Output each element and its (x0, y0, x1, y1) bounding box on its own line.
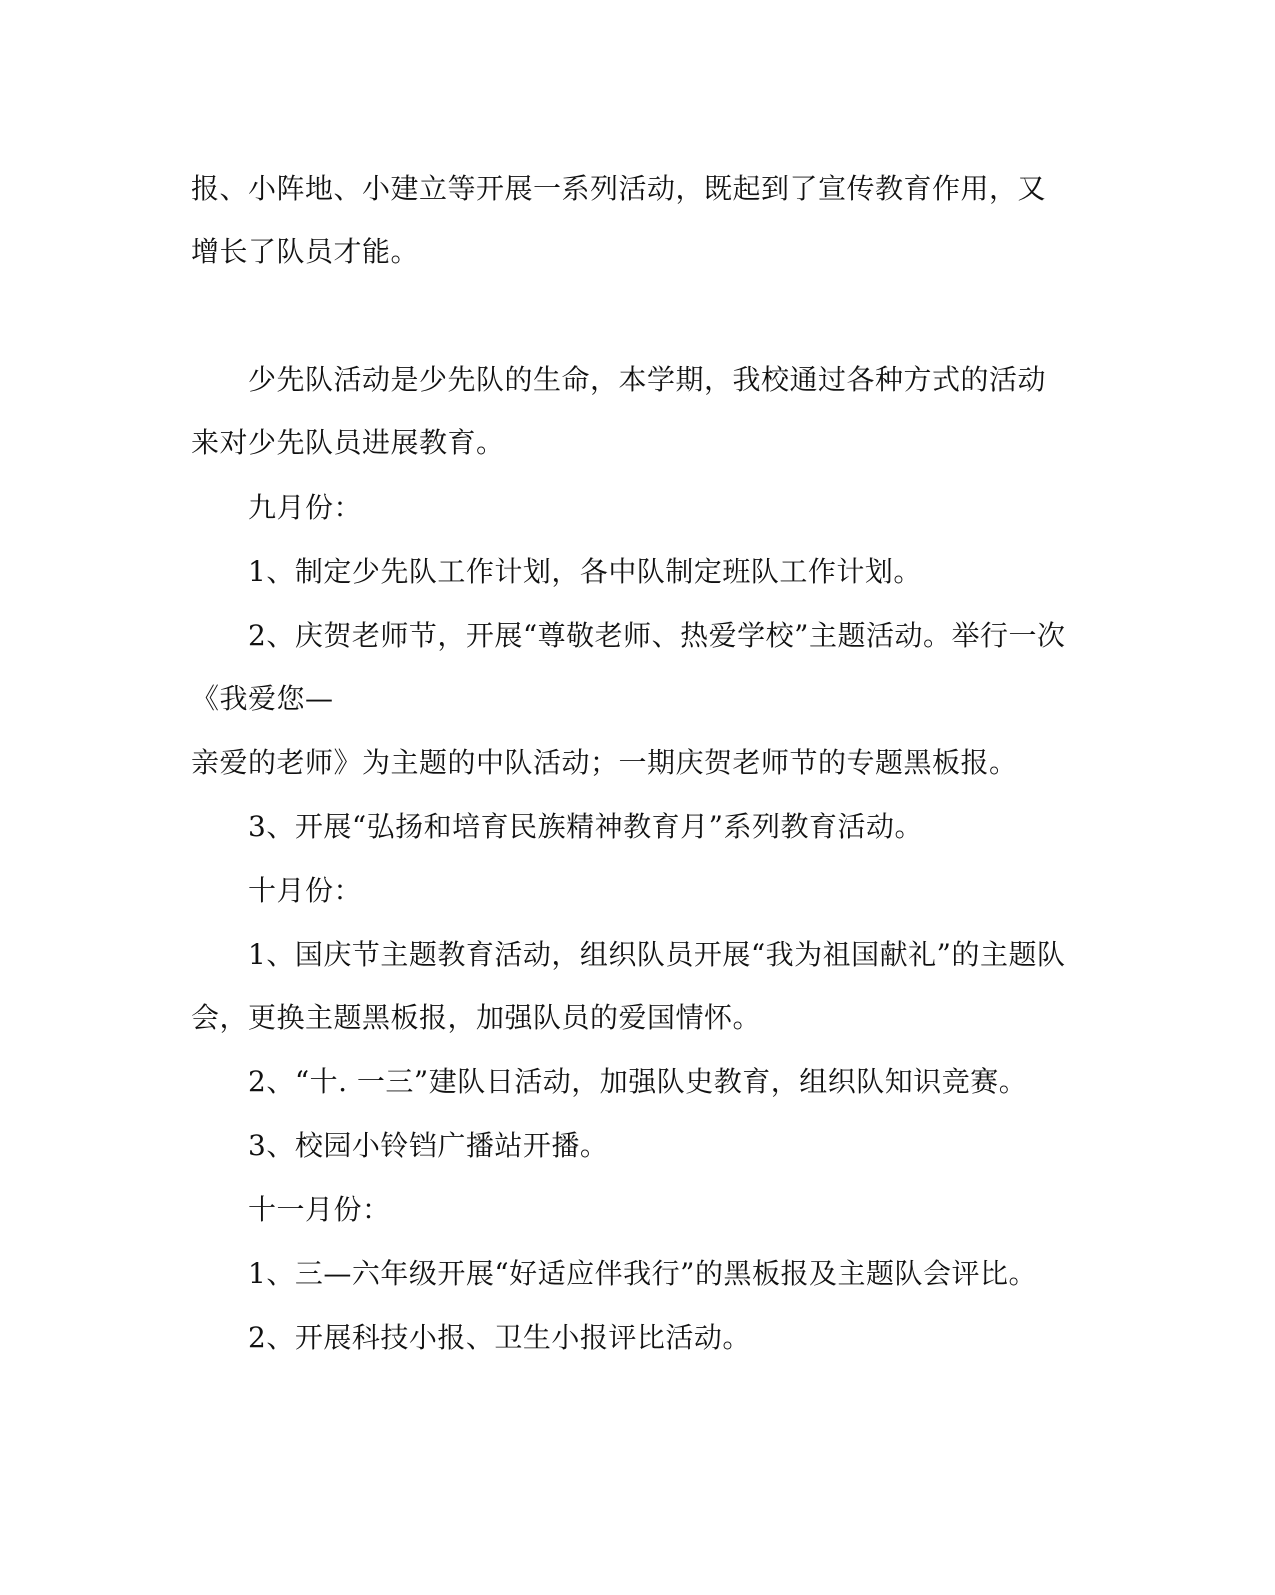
text-line: 亲爱的老师》为主题的中队活动；一期庆贺老师节的专题黑板报。 (191, 746, 1018, 779)
list-item: 2、“十. 一三”建队日活动，加强队史教育，组织队知识竞赛。 (248, 1065, 1028, 1098)
section-heading-november: 十一月份： (248, 1193, 391, 1226)
paragraph-line: 少先队活动是少先队的生命，本学期，我校通过各种方式的活动 (248, 363, 1047, 396)
list-item: 1、国庆节主题教育活动，组织队员开展“我为祖国献礼”的主题队 (248, 938, 1066, 971)
text-line: 报、小阵地、小建立等开展一系列活动，既起到了宣传教育作用，又 (191, 172, 1047, 205)
text-line: 会，更换主题黑板报，加强队员的爱国情怀。 (191, 1001, 762, 1034)
text-line: 增长了队员才能。 (191, 235, 420, 268)
text-line: 来对少先队员进展教育。 (191, 426, 505, 459)
section-heading-september: 九月份： (248, 491, 363, 524)
list-item: 2、开展科技小报、卫生小报评比活动。 (248, 1321, 751, 1354)
text-line: 《我爱您— (191, 682, 334, 715)
list-item: 3、开展“弘扬和培育民族精神教育月”系列教育活动。 (248, 810, 923, 843)
list-item: 3、校园小铃铛广播站开播。 (248, 1129, 609, 1162)
section-heading-october: 十月份： (248, 874, 363, 907)
list-item: 1、制定少先队工作计划，各中队制定班队工作计划。 (248, 555, 922, 588)
list-item: 2、庆贺老师节，开展“尊敬老师、热爱学校”主题活动。举行一次 (248, 619, 1066, 652)
list-item: 1、三—六年级开展“好适应伴我行”的黑板报及主题队会评比。 (248, 1257, 1037, 1290)
